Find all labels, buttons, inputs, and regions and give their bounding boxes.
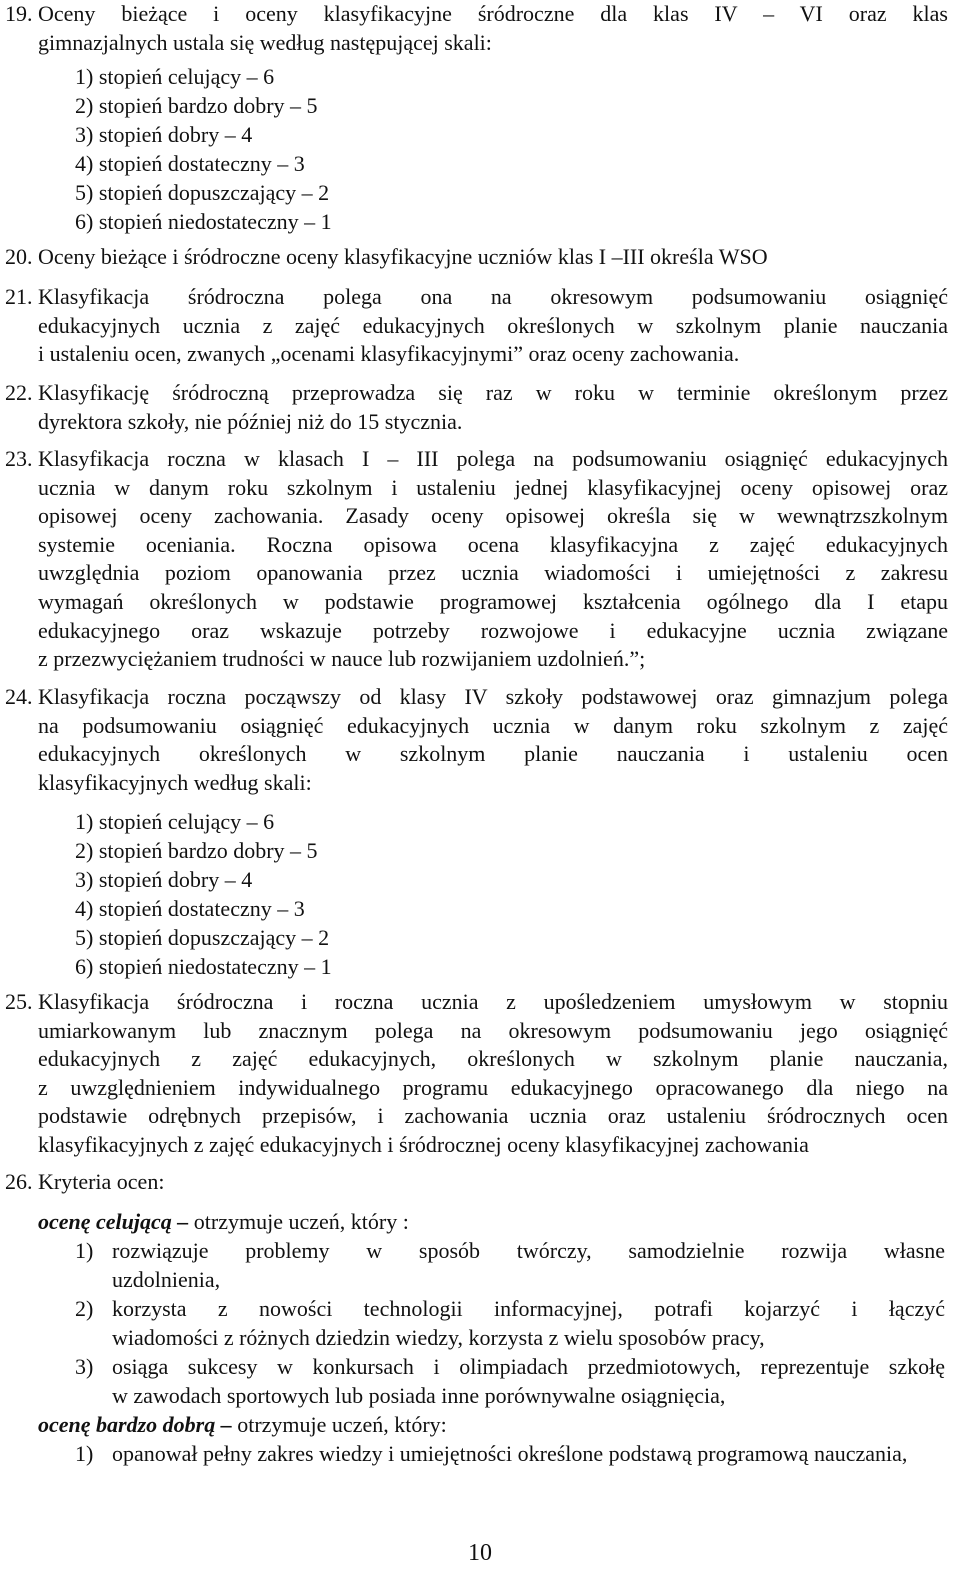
point-line: opanował pełny zakres wiedzy i umiejętności określone podstawą programową nauczania, [112, 1441, 908, 1466]
list-item: 2) stopień bardzo dobry – 5 [75, 93, 318, 118]
paragraph-line: Klasyfikację śródroczną przeprowadza się raz w roku w terminie określonym przez [38, 380, 948, 405]
grade-dash: – [171, 1209, 194, 1234]
list-item: 1) stopień celujący – 6 [75, 809, 275, 834]
paragraph-line: edukacyjnych z zajęć edukacyjnych, określonych w szkolnym planie nauczania, [38, 1046, 948, 1072]
list-item: 4) stopień dostateczny – 3 [75, 151, 305, 176]
paragraph-line: Oceny bieżące i oceny klasyfikacyjne śródroczne dla klas IV – VI oraz klas [38, 1, 948, 26]
list-item: 1) stopień celujący – 6 [75, 64, 275, 89]
list-item: 5) stopień dopuszczający – 2 [75, 180, 330, 205]
paragraph-line: Klasyfikacja roczna począwszy od klasy IV szkoły podstawowej oraz gimnazjum polega [38, 684, 948, 709]
point-number: 1) [75, 1238, 94, 1263]
list-item: 6) stopień niedostateczny – 1 [75, 209, 332, 234]
point-line: uzdolnienia, [112, 1266, 221, 1292]
criteria-heading-celujaca [38, 1208, 409, 1236]
paragraph-line: edukacyjnych ucznia z zajęć edukacyjnych określonych w szkolnym planie nauczania [38, 312, 948, 338]
criteria-heading-bardzo-dobra [38, 1411, 447, 1439]
paragraph-line: klasyfikacyjnych z zajęć edukacyjnych i śródrocznej oceny klasyfikacyjnej zachowania [38, 1131, 809, 1157]
list-item: 6) stopień niedostateczny – 1 [75, 954, 332, 979]
paragraph-line: klasyfikacyjnych według skali: [38, 769, 312, 795]
list-item: 2) stopień bardzo dobry – 5 [75, 838, 318, 863]
list-item: 3) stopień dobry – 4 [75, 867, 253, 892]
paragraph-line: z uwzględnieniem indywidualnego programu edukacyjnego opracowanego dla niego na [38, 1074, 948, 1100]
paragraph-number: 19. [5, 1, 33, 26]
paragraph-line: wymagań określonych w podstawie programowej kształcenia ogólnego dla I etapu [38, 588, 948, 614]
paragraph-line: edukacyjnego oraz wskazuje potrzeby rozwojowe i edukacyjne ucznia związane [38, 617, 948, 643]
paragraph-line: systemie oceniania. Roczna opisowa ocena klasyfikacyjna z zajęć edukacyjnych [38, 531, 948, 557]
paragraph-number: 25. [5, 989, 33, 1014]
paragraph-line: Klasyfikacja roczna w klasach I – III polega na podsumowaniu osiągnięć edukacyjnych [38, 446, 948, 471]
point-line: wiadomości z różnych dziedzin wiedzy, korzysta z wielu sposobów pracy, [112, 1324, 765, 1350]
point-number: 3) [75, 1354, 94, 1379]
criteria-intro: otrzymuje uczeń, który: [237, 1412, 447, 1437]
list-item: 3) stopień dobry – 4 [75, 122, 253, 147]
paragraph-line: na podsumowaniu osiągnięć edukacyjnych ucznia w danym roku szkolnym z zajęć [38, 712, 948, 738]
paragraph-line: Oceny bieżące i śródroczne oceny klasyfikacyjne uczniów klas I –III określa WSO [38, 244, 768, 269]
paragraph-line: umiarkowanym lub znacznym polega na okresowym podsumowaniu jego osiągnięć [38, 1017, 948, 1043]
point-line: rozwiązuje problemy w sposób twórczy, samodzielnie rozwija własne [112, 1238, 945, 1263]
grade-name: ocenę bardzo dobrą [38, 1412, 216, 1437]
point-line: w zawodach sportowych lub posiada inne porównywalne osiągnięcia, [112, 1382, 726, 1408]
page-number: 10 [468, 1540, 492, 1566]
paragraph-line: Kryteria ocen: [38, 1169, 165, 1194]
paragraph-line: edukacyjnych określonych w szkolnym planie nauczania i ustaleniu ocen [38, 741, 948, 767]
paragraph-line: opisowej oceny zachowania. Zasady oceny opisowej określa się w wewnątrzszkolnym [38, 503, 948, 529]
paragraph-number: 21. [5, 284, 33, 309]
paragraph-number: 26. [5, 1169, 33, 1194]
paragraph-line: uwzględnia poziom opanowania przez ucznia wiadomości i umiejętności z zakresu [38, 560, 948, 586]
grade-dash: – [215, 1412, 238, 1437]
paragraph-number: 23. [5, 446, 33, 471]
paragraph-number: 24. [5, 684, 33, 709]
paragraph-line: ucznia w danym roku szkolnym i ustaleniu jednej klasyfikacyjnej oceny opisowej oraz [38, 474, 948, 500]
criteria-intro: otrzymuje uczeń, który : [193, 1209, 409, 1234]
point-number: 1) [75, 1441, 94, 1466]
paragraph-line: z przezwyciężaniem trudności w nauce lub rozwijaniem uzdolnień.”; [38, 646, 646, 672]
list-item: 5) stopień dopuszczający – 2 [75, 925, 330, 950]
paragraph-number: 22. [5, 380, 33, 405]
grade-name: ocenę celującą [38, 1209, 172, 1234]
paragraph-line: Klasyfikacja śródroczna i roczna ucznia z upośledzeniem umysłowym w stopniu [38, 989, 948, 1014]
list-item: 4) stopień dostateczny – 3 [75, 896, 305, 921]
paragraph-line: i ustaleniu ocen, zwanych „ocenami klasyfikacyjnymi” oraz oceny zachowania. [38, 341, 740, 367]
point-number: 2) [75, 1296, 94, 1321]
paragraph-line: Klasyfikacja śródroczna polega ona na okresowym podsumowaniu osiągnięć [38, 284, 948, 309]
paragraph-line: gimnazjalnych ustala się według następującej skali: [38, 29, 492, 55]
paragraph-number: 20. [5, 244, 33, 269]
paragraph-line: podstawie odrębnych przepisów, i zachowania ucznia oraz ustaleniu śródrocznych ocen [38, 1103, 948, 1129]
point-line: osiąga sukcesy w konkursach i olimpiadach przedmiotowych, reprezentuje szkołę [112, 1354, 945, 1379]
paragraph-line: dyrektora szkoły, nie później niż do 15 stycznia. [38, 408, 463, 434]
point-line: korzysta z nowości technologii informacyjnej, potrafi kojarzyć i łączyć [112, 1296, 945, 1321]
